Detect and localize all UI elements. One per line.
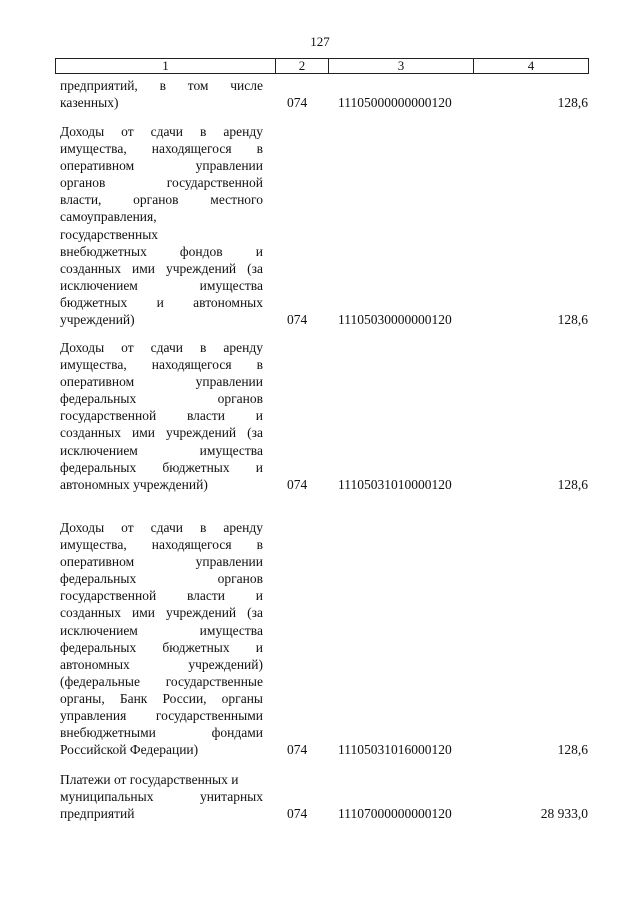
row-description-line: оперативном управлении [60,554,263,570]
row-description-line: исключением имущества [60,622,263,638]
row-description [60,77,263,111]
row-code: 074 [287,806,308,821]
row-value: 128,6 [557,312,588,327]
row-description-line: внебюджетных фондов и [60,243,263,259]
row-description-line: муниципальных унитарных [60,789,263,805]
row-description-line: Доходы от сдачи в аренду [60,520,263,535]
row-description-line: имущества, находящегося в [60,537,263,553]
row-description-line: исключением имущества [60,442,263,458]
row-value: 128,6 [557,477,588,492]
row-kbk: 11105031010000120 [338,477,452,492]
row-description-line: (федеральные государственные [60,673,263,689]
row-code: 074 [287,95,308,110]
row-description-line: власти, органов местного [60,192,263,208]
row-description-line: органы, Банк России, органы [60,690,263,706]
row-code: 074 [287,742,308,757]
row-kbk: 11105000000000120 [338,95,452,110]
row-description-line: внебюджетными фондами [60,725,263,741]
column-header-2: 2 [276,59,329,73]
row-description-line: органов государственной [60,175,263,191]
column-header-4: 4 [527,58,535,73]
row-description-line: государственных [60,226,159,242]
row-description-line: имущества, находящегося в [60,357,263,373]
row-description-line: Доходы от сдачи в аренду [60,340,263,355]
row-description-line: самоуправления, [60,209,157,225]
row-description-line: оперативном управлении [60,374,263,390]
row-description-line: государственной власти и [60,408,263,424]
row-description-line: управления государственными [60,708,263,724]
column-header-row [55,58,589,74]
row-description-line: федеральных органов [60,571,263,587]
row-description [60,519,263,758]
row-description-line: созданных ими учреждений (за [60,605,263,621]
row-value: 28 933,0 [540,806,588,821]
row-description-line: Доходы от сдачи в аренду [60,124,263,139]
page-number: 127 [310,34,330,49]
row-description-line: оперативном управлении [60,158,263,174]
row-value: 128,6 [557,95,588,110]
row-description-line: Платежи от государственных и [60,772,239,787]
row-code: 074 [287,477,308,492]
row-description-line: казенных) [60,95,119,111]
row-description [60,339,263,493]
row-description-line: созданных ими учреждений (за [60,260,263,276]
row-description-line: федеральных бюджетных и [60,459,263,475]
row-description [60,123,263,328]
column-header-3: 3 [329,59,474,73]
row-description-line: Российской Федерации) [60,742,199,758]
row-description-line: предприятий [60,806,135,822]
column-header-1: 1 [56,59,276,73]
row-code: 074 [287,312,308,327]
row-description-line: автономных учреждений) [60,656,263,672]
row-description-line: автономных учреждений) [60,476,208,492]
row-description-line: федеральных органов [60,391,263,407]
row-description-line: имущества, находящегося в [60,141,263,157]
row-kbk: 11105030000000120 [338,312,452,327]
row-value: 128,6 [557,742,588,757]
row-description-line: бюджетных и автономных [60,294,263,310]
row-description-line: учреждений) [60,312,135,328]
row-kbk: 11105031016000120 [338,742,452,757]
row-description-line: исключением имущества [60,277,263,293]
row-description-line: федеральных бюджетных и [60,639,263,655]
row-description-line: предприятий, в том числе [60,78,263,93]
row-description-line: созданных ими учреждений (за [60,425,263,441]
row-description [60,771,263,822]
row-description-line: государственной власти и [60,588,263,604]
row-kbk: 11107000000000120 [338,806,452,821]
